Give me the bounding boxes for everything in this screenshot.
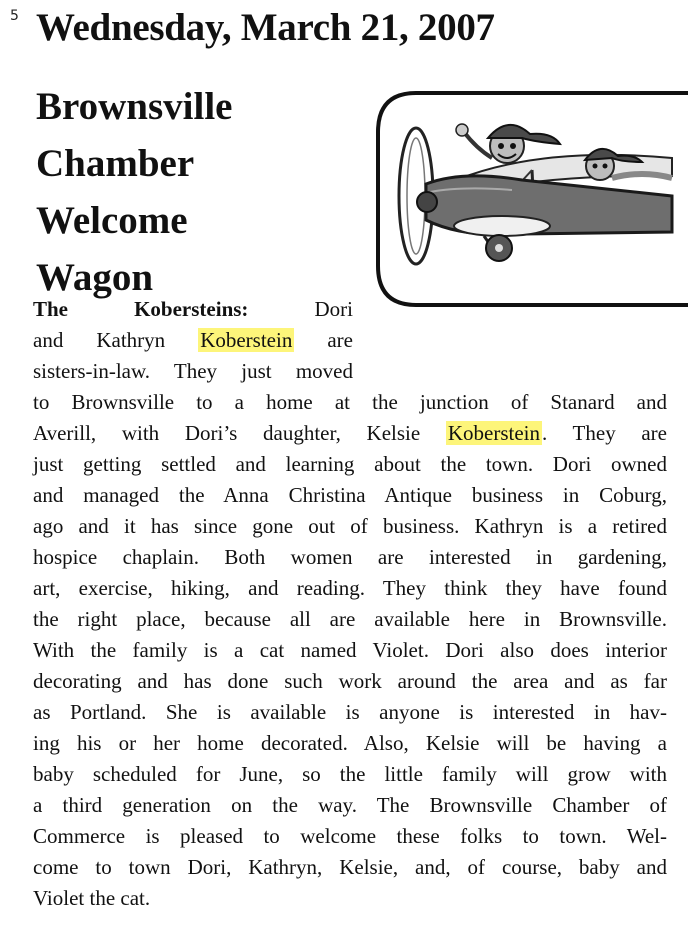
headline-line: Brownsville	[36, 85, 233, 128]
article-line	[33, 728, 667, 759]
article-text: a third generation on the way. The Brownsville Chamber of	[33, 793, 667, 817]
article-line	[33, 418, 667, 449]
article-line	[33, 387, 667, 418]
article-line	[33, 635, 667, 666]
article-line	[33, 542, 667, 573]
article-text: Commerce is pleased to welcome these folks to town. Wel-	[33, 824, 667, 848]
article-text: Dori	[314, 297, 354, 321]
article-text: art, exercise, hiking, and reading. They think they have found	[33, 576, 667, 600]
article-text: are	[294, 328, 353, 352]
article-body	[33, 294, 667, 914]
article-line	[33, 666, 667, 697]
highlighted-name: Koberstein	[447, 421, 541, 445]
article-text: just getting settled and learning about the town. Dori owned	[33, 452, 667, 476]
article-text: With the family is a cat named Violet. Dori also does interior	[33, 638, 667, 662]
illustration-frame	[372, 88, 688, 314]
article-text: baby scheduled for June, so the little family will grow with	[33, 762, 667, 786]
article-line	[33, 852, 667, 883]
cartoon-airplane-icon	[372, 88, 688, 314]
article-text: the right place, because all are available here in Brownsville.	[33, 607, 667, 631]
article-text: to Brownsville to a home at the junction of Stanard and	[33, 390, 667, 414]
highlighted-name: Koberstein	[200, 328, 293, 352]
article-text: Violet the cat.	[33, 886, 151, 910]
article-text: decorating and has done such work around the area and as far	[33, 669, 667, 693]
dateline: Wednesday, March 21, 2007	[36, 6, 495, 49]
article-line	[33, 883, 667, 914]
article-line	[33, 356, 353, 387]
article-text: hospice chaplain. Both women are interested in gardening,	[33, 545, 667, 569]
article-line	[33, 325, 353, 356]
page-number: 5	[10, 8, 19, 24]
article-text: . They are	[542, 421, 667, 445]
article-line	[33, 697, 667, 728]
article-line	[33, 573, 667, 604]
article-line	[33, 511, 667, 542]
article-line	[33, 294, 353, 325]
article-text: ago and it has since gone out of business. Kathryn is a retired	[33, 514, 667, 538]
headline	[36, 78, 356, 306]
article-text: Averill, with Dori’s daughter, Kelsie	[33, 421, 446, 445]
headline-line: Wagon	[36, 256, 154, 299]
article-text: as Portland. She is available is anyone is interested in hav-	[33, 700, 667, 724]
article-text: and Kathryn	[33, 328, 199, 352]
article-text: come to town Dori, Kathryn, Kelsie, and, of course, baby and	[33, 855, 667, 879]
article-lead: The Kobersteins:	[33, 297, 249, 321]
article-text: and managed the Anna Christina Antique business in Coburg,	[33, 483, 667, 507]
headline-line: Welcome	[36, 199, 188, 242]
article-line	[33, 821, 667, 852]
article-line	[33, 480, 667, 511]
article-text: ing his or her home decorated. Also, Kelsie will be having a	[33, 731, 667, 755]
article-line	[33, 604, 667, 635]
article-line	[33, 449, 667, 480]
article-line	[33, 759, 667, 790]
article-text: sisters-in-law. They just moved	[33, 359, 353, 383]
article-line	[33, 790, 667, 821]
headline-line: Chamber	[36, 142, 195, 185]
